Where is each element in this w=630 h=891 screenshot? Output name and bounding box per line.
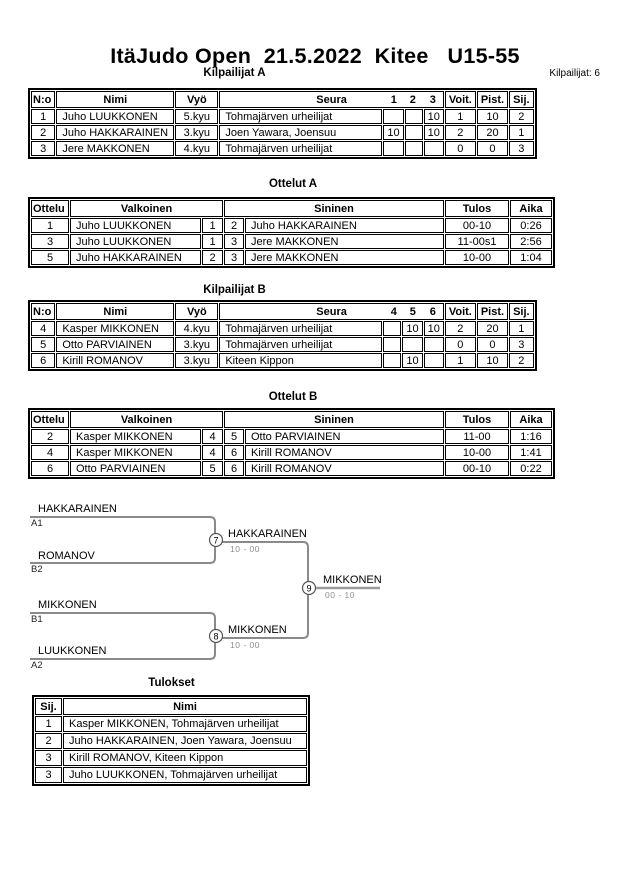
col-header-belt: Vyö [175,91,218,108]
col-header-result: Tulos [445,200,509,217]
table-row [31,337,534,352]
table-row [31,141,534,156]
cell-place: 1 [509,321,534,336]
cell-wins: 1 [445,353,476,368]
cell-blue-name: Jere MAKKONEN [245,250,444,265]
cell-round: 10 [402,353,422,368]
col-header-points: Pist. [477,91,508,108]
cell-blue-no: 6 [224,445,244,460]
round-number-headers [385,92,443,107]
cell-result: 00-10 [445,218,509,233]
col-header-points: Pist. [477,303,508,320]
cell-belt: 3.kyu [175,353,218,368]
col-header-match: Ottelu [31,411,69,428]
cell-white-name: Otto PARVIAINEN [70,461,201,476]
cell-name: Kasper MIKKONEN [56,321,174,336]
cell-match-no: 2 [31,429,69,444]
cell-place: 2 [35,733,62,749]
bracket-match-score: 10 - 00 [230,544,260,554]
col-header-result: Tulos [445,411,509,428]
cell-match-no: 1 [31,218,69,233]
bracket-seed-label: A1 [31,518,43,529]
col-header-place: Sij. [509,91,534,108]
col-header-club: Seura [316,305,347,318]
cell-round [383,353,401,368]
col-header-wins: Voit. [445,303,476,320]
cell-white-no: 1 [202,234,223,249]
bracket-player-name: HAKKARAINEN [38,503,117,515]
col-header-blue: Sininen [224,200,444,217]
cell-white-no: 4 [202,429,223,444]
cell-match-no: 5 [31,250,69,265]
cell-time: 1:16 [510,429,552,444]
cell-club: Tohmajärven urheilijat [219,141,382,156]
cell-white-no: 4 [202,445,223,460]
cell-place: 3 [509,337,534,352]
col-header-blue: Sininen [224,411,444,428]
cell-name: Juho LUUKKONEN [56,109,174,124]
cell-round [424,141,444,156]
cell-round: 10 [402,321,422,336]
bracket-player-name: LUUKKONEN [38,645,107,657]
section-title-competitors-a: Kilpailijat A [203,67,266,79]
cell-no: 4 [31,321,55,336]
cell-time: 1:41 [510,445,552,460]
col-header-no: N:o [31,303,55,320]
cell-wins: 2 [445,321,476,336]
cell-wins: 0 [445,337,476,352]
cell-blue-no: 6 [224,461,244,476]
round-header: 2 [409,93,416,106]
section-title-results: Tulokset [148,677,195,689]
table-row [31,250,552,265]
cell-blue-name: Kirill ROMANOV [245,445,444,460]
cell-blue-name: Otto PARVIAINEN [245,429,444,444]
cell-name: Otto PARVIAINEN [56,337,174,352]
bracket-player-name: MIKKONEN [38,599,97,611]
bracket-match-score: 00 - 10 [325,590,355,600]
cell-blue-no: 3 [224,250,244,265]
cell-white-no: 2 [202,250,223,265]
cell-round [405,125,423,140]
table-row [31,353,534,368]
cell-result: 11-00 [445,429,509,444]
cell-white-name: Juho LUUKKONEN [70,234,201,249]
match-9-number: 9 [306,583,312,594]
table-row [35,733,307,749]
page-title: ItäJudo Open 21.5.2022 Kitee U15-55 [110,44,520,68]
cell-belt: 5.kyu [175,109,218,124]
cell-result: 00-10 [445,461,509,476]
table-row [35,767,307,783]
cell-blue-name: Juho HAKKARAINEN [245,218,444,233]
cell-result: 10-00 [445,445,509,460]
table-row [35,716,307,732]
col-header-wins: Voit. [445,91,476,108]
cell-round [405,141,423,156]
table-row [35,750,307,766]
cell-no: 1 [31,109,55,124]
cell-club: Tohmajärven urheilijat [219,337,382,352]
competitors-b-table [28,300,537,371]
cell-round [402,337,422,352]
cell-white-no: 5 [202,461,223,476]
cell-result: 11-00s1 [445,234,509,249]
table-row [31,461,552,476]
cell-round [424,337,444,352]
cell-belt: 3.kyu [175,337,218,352]
table-header-row [31,91,534,108]
cell-club: Tohmajärven urheilijat [219,109,382,124]
col-header-time: Aika [510,411,552,428]
match-7-number: 7 [213,535,219,546]
round-header: 6 [429,305,436,318]
cell-round: 10 [424,109,444,124]
cell-match-no: 6 [31,461,69,476]
col-header-white: Valkoinen [70,411,223,428]
bracket-winner-name: MIKKONEN [323,574,382,586]
col-header-place: Sij. [35,698,62,715]
table-row [31,234,552,249]
results-table [32,695,310,786]
matches-a-table [28,197,555,268]
round-header: 3 [429,93,436,106]
competitors-a-table [28,88,537,159]
cell-place: 2 [509,109,534,124]
cell-round [383,337,401,352]
col-header-belt: Vyö [175,303,218,320]
cell-no: 6 [31,353,55,368]
cell-blue-no: 2 [224,218,244,233]
cell-wins: 1 [445,109,476,124]
cell-wins: 2 [445,125,476,140]
cell-wins: 0 [445,141,476,156]
cell-match-no: 4 [31,445,69,460]
cell-round: 10 [383,125,403,140]
cell-no: 2 [31,125,55,140]
cell-round [383,321,401,336]
round-header: 1 [390,93,397,106]
cell-time: 0:26 [510,218,552,233]
cell-round [424,353,444,368]
cell-belt: 4.kyu [175,321,218,336]
cell-white-name: Kasper MIKKONEN [70,445,201,460]
cell-result: 10-00 [445,250,509,265]
cell-name: Juho LUUKKONEN, Tohmajärven urheilijat [63,767,307,783]
round-header: 4 [390,305,397,318]
cell-round [383,109,403,124]
bracket-seed-label: A2 [31,660,43,671]
section-title-matches-a: Ottelut A [268,178,318,190]
section-title-competitors-b: Kilpailijat B [203,284,266,296]
cell-belt: 4.kyu [175,141,218,156]
cell-name: Kirill ROMANOV [56,353,174,368]
cell-belt: 3.kyu [175,125,218,140]
table-row [31,109,534,124]
col-header-club-group [219,91,444,108]
cell-club: Kiteen Kippon [219,353,382,368]
cell-white-no: 1 [202,218,223,233]
col-header-name: Nimi [56,303,174,320]
bracket-seed-label: B1 [31,614,43,625]
table-row [31,429,552,444]
cell-place: 1 [35,716,62,732]
cell-round: 10 [424,321,444,336]
bracket-player-name: ROMANOV [38,550,95,562]
cell-points: 10 [477,353,508,368]
cell-points: 0 [477,337,508,352]
competitor-count: Kilpailijat: 6 [549,68,600,79]
cell-blue-no: 3 [224,234,244,249]
cell-blue-name: Jere MAKKONEN [245,234,444,249]
cell-points: 20 [477,321,508,336]
table-row [31,125,534,140]
cell-white-name: Juho HAKKARAINEN [70,250,201,265]
cell-points: 20 [477,125,508,140]
table-header-row [35,698,307,715]
cell-round: 10 [424,125,444,140]
col-header-club-group [219,303,444,320]
cell-points: 10 [477,109,508,124]
cell-place: 2 [509,353,534,368]
cell-time: 1:04 [510,250,552,265]
col-header-match: Ottelu [31,200,69,217]
cell-name: Juho HAKKARAINEN, Joen Yawara, Joensuu [63,733,307,749]
col-header-time: Aika [510,200,552,217]
table-header-row [31,411,552,428]
cell-match-no: 3 [31,234,69,249]
bracket-winner-name: HAKKARAINEN [228,528,307,540]
cell-white-name: Kasper MIKKONEN [70,429,201,444]
cell-club: Tohmajärven urheilijat [219,321,382,336]
cell-round [405,109,423,124]
cell-name: Kirill ROMANOV, Kiteen Kippon [63,750,307,766]
cell-name: Kasper MIKKONEN, Tohmajärven urheilijat [63,716,307,732]
cell-no: 5 [31,337,55,352]
cell-blue-name: Kirill ROMANOV [245,461,444,476]
cell-club: Joen Yawara, Joensuu [219,125,382,140]
col-header-place: Sij. [509,303,534,320]
cell-place: 3 [35,750,62,766]
bracket-match-score: 10 - 00 [230,640,260,650]
cell-round [383,141,403,156]
bracket-winner-name: MIKKONEN [228,624,287,636]
col-header-no: N:o [31,91,55,108]
cell-name: Juho HAKKARAINEN [56,125,174,140]
cell-name: Jere MAKKONEN [56,141,174,156]
cell-no: 3 [31,141,55,156]
cell-points: 0 [477,141,508,156]
round-header: 5 [409,305,416,318]
col-header-name: Nimi [56,91,174,108]
cell-white-name: Juho LUUKKONEN [70,218,201,233]
cell-time: 2:56 [510,234,552,249]
matches-b-table [28,408,555,479]
table-row [31,445,552,460]
cell-place: 1 [509,125,534,140]
round-number-headers [385,304,443,319]
table-header-row [31,303,534,320]
col-header-club: Seura [316,93,347,106]
table-header-row [31,200,552,217]
col-header-white: Valkoinen [70,200,223,217]
section-title-matches-b: Ottelut B [268,391,318,403]
table-row [31,321,534,336]
match-8-number: 8 [213,631,219,642]
col-header-name: Nimi [63,698,307,715]
bracket-seed-label: B2 [31,564,43,575]
table-row [31,218,552,233]
cell-blue-no: 5 [224,429,244,444]
cell-place: 3 [35,767,62,783]
cell-place: 3 [509,141,534,156]
cell-time: 0:22 [510,461,552,476]
